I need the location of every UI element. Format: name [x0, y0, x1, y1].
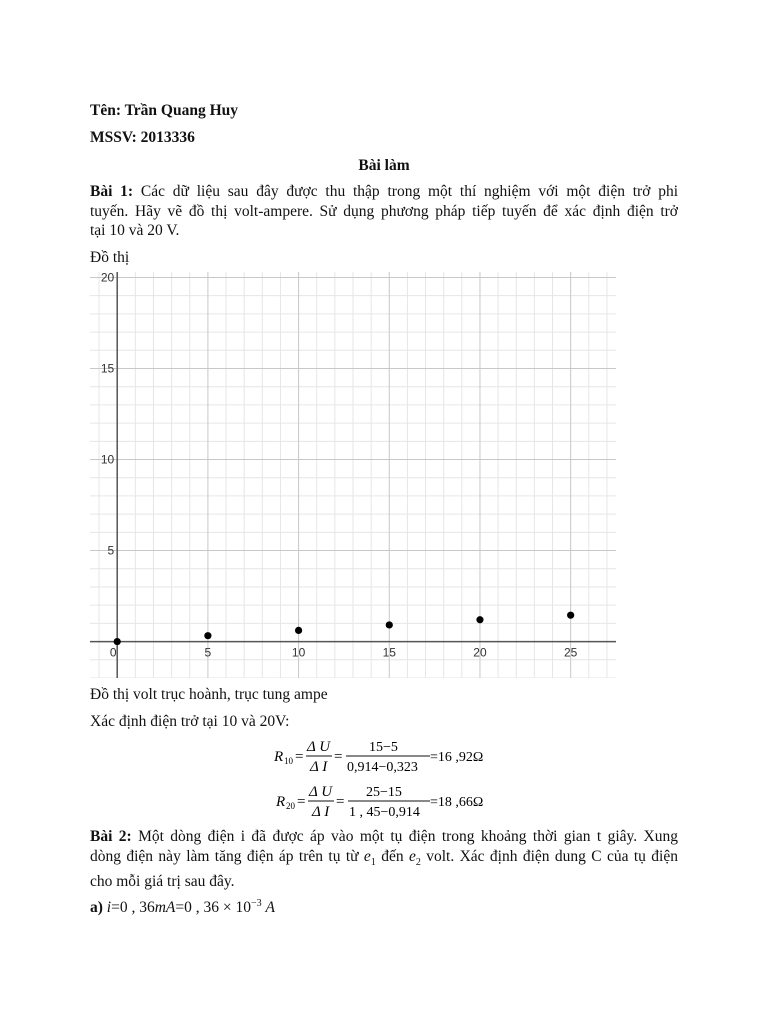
problem2-line3: cho mỗi giá trị sau đây. [90, 873, 235, 891]
problem2-text [90, 827, 678, 892]
part-a-unit1: mA [154, 899, 176, 917]
x-tick-label: 10 [291, 645, 306, 660]
problem2-label: Bài 2: [90, 828, 132, 845]
eq2-num-values: 25−15 [366, 785, 402, 800]
e1-sub: 1 [370, 856, 376, 868]
eq2-den-values: 1 , 45−0,914 [349, 805, 420, 820]
resistance-heading: Xác định điện trở tại 10 và 20V: [90, 713, 290, 730]
eq2-lhs-sub: 20 [286, 801, 295, 811]
eq2-den-delta: Δ I [312, 804, 330, 820]
part-a-rhs: =0 , 36 × 10 [175, 899, 252, 917]
part-a-exp: −3 [251, 898, 262, 909]
eq2-result: =18 ,66Ω [430, 795, 484, 810]
y-tick-label: 10 [100, 452, 115, 467]
eq1-equals: = [295, 749, 304, 765]
eq1-den-delta: Δ I [310, 759, 328, 775]
voltampere-graph [90, 272, 616, 678]
problem1-label: Bài 1: [90, 183, 134, 200]
x-tick-label: 5 [204, 645, 212, 660]
eq2-lhs: R [276, 794, 286, 810]
eq1-equals2: = [334, 749, 343, 765]
part-a-unit2: A [265, 899, 275, 917]
part-a-lhs: i [106, 899, 112, 917]
eq1-lhs: R [274, 749, 284, 765]
part-a [90, 894, 678, 917]
problem1-line2: tuyến. Hãy vẽ đồ thị volt-ampere. Sử dụng phương pháp tiếp tuyến để xác định điện trở [90, 202, 678, 220]
graph-caption: Đồ thị volt trục hoành, trục tung ampe [90, 686, 328, 703]
part-a-mid: =0 , 36 [111, 899, 155, 917]
y-tick-label: 15 [100, 361, 115, 376]
part-a-label: a) [90, 899, 103, 917]
problem2-line1: Một dòng điện i đã được áp vào một tụ điện trong khoảng thời gian t giây. Xung [138, 828, 679, 845]
e1-symbol: e [363, 847, 371, 865]
problem1-text [90, 182, 678, 241]
x-tick-label: 0 [109, 645, 117, 660]
e2-sub: 2 [415, 856, 421, 868]
equation-r20 [0, 781, 768, 821]
eq1-result: =16 ,92Ω [430, 750, 484, 765]
data-point [476, 616, 483, 623]
x-tick-label: 25 [563, 645, 578, 660]
data-point [386, 621, 393, 628]
data-point [295, 627, 302, 634]
data-point [204, 632, 211, 639]
problem2-line2b: đến [375, 847, 409, 865]
problem2-line2 [90, 847, 678, 873]
e2-symbol: e [408, 847, 416, 865]
eq1-lhs-sub: 10 [284, 756, 293, 766]
data-point [567, 612, 574, 619]
problem2-line2c: volt. Xác định điện dung C của tụ điện [420, 847, 678, 865]
y-tick-label: 20 [100, 272, 115, 285]
page-heading: Bài làm [358, 157, 410, 174]
eq2-num-delta: Δ U [309, 784, 333, 800]
eq1-num-values: 15−5 [369, 740, 398, 755]
problem1-line1: Các dữ liệu sau đây được thu thập trong một thí nghiệm với một điện trở phi [140, 183, 679, 200]
eq1-num-delta: Δ U [307, 739, 331, 755]
equation-r10 [0, 736, 768, 776]
data-point [114, 638, 121, 645]
problem2-line2a: dòng điện này làm tăng điện áp trên tụ từ [90, 847, 364, 865]
problem1-line3: tại 10 và 20 V. [90, 222, 180, 239]
student-name: Tên: Trần Quang Huy [90, 102, 239, 119]
student-id: MSSV: 2013336 [90, 129, 195, 146]
eq2-equals2: = [336, 794, 345, 810]
x-tick-label: 20 [473, 645, 487, 660]
eq1-den-values: 0,914−0,323 [347, 760, 418, 775]
x-tick-label: 15 [382, 645, 396, 660]
graph-heading: Đồ thị [90, 249, 130, 266]
y-tick-label: 5 [107, 543, 115, 558]
eq2-equals: = [297, 794, 306, 810]
